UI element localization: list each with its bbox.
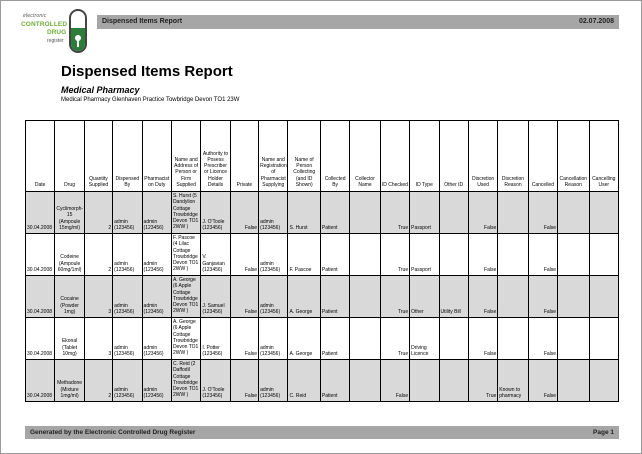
column-header: Other ID bbox=[439, 121, 468, 192]
table-cell: A. George bbox=[288, 276, 320, 318]
column-header: ID Checked bbox=[380, 121, 409, 192]
report-title: Dispensed Items Report bbox=[61, 63, 233, 80]
table-cell: Passport bbox=[410, 234, 439, 276]
table-cell: J. O'Toole (123456) bbox=[201, 192, 230, 234]
table-cell bbox=[439, 192, 468, 234]
table-cell: J. Samuel (123456) bbox=[201, 276, 230, 318]
pill-keyhole-icon bbox=[69, 9, 87, 53]
table-cell: 30.04.2008 bbox=[26, 318, 55, 360]
pharmacy-name: Medical Pharmacy bbox=[61, 85, 140, 95]
table-cell: admin (123456) bbox=[142, 360, 171, 402]
column-header: Date bbox=[26, 121, 55, 192]
table-cell: I. Potter (123456) bbox=[201, 318, 230, 360]
table-cell: Driving Licence bbox=[410, 318, 439, 360]
column-header: Name of Person Collecting (and ID Shown) bbox=[288, 121, 320, 192]
logo-text-register: register bbox=[47, 38, 64, 44]
table-cell: False bbox=[528, 276, 557, 318]
table-cell bbox=[558, 276, 589, 318]
table-cell: admin (123456) bbox=[142, 318, 171, 360]
table-cell: A. George bbox=[288, 318, 320, 360]
table-cell: admin (123456) bbox=[113, 234, 142, 276]
table-cell bbox=[439, 234, 468, 276]
table-row bbox=[26, 234, 619, 276]
table-cell bbox=[350, 276, 380, 318]
header-bar-date: 02.07.2008 bbox=[578, 18, 614, 25]
table-cell bbox=[589, 234, 619, 276]
cdr-logo bbox=[19, 7, 89, 55]
table-cell: Cocaine (Powder 1mg) bbox=[55, 276, 84, 318]
table-cell: J. O'Toole (123456) bbox=[201, 360, 230, 402]
column-header: ID Type bbox=[410, 121, 439, 192]
table-cell: Other bbox=[410, 276, 439, 318]
table-cell: False bbox=[468, 234, 497, 276]
table-cell: 3 bbox=[84, 318, 112, 360]
table-row bbox=[26, 360, 619, 402]
column-header: Cancellation Reason bbox=[558, 121, 589, 192]
table-cell: False bbox=[230, 360, 258, 402]
table-cell: False bbox=[468, 276, 497, 318]
table-cell bbox=[558, 360, 589, 402]
table-cell: 30.04.2008 bbox=[26, 192, 55, 234]
table-cell: False bbox=[468, 318, 497, 360]
table-cell bbox=[498, 192, 528, 234]
table-cell: False bbox=[230, 234, 258, 276]
column-header: Discretion Used bbox=[468, 121, 497, 192]
header-bar-title: Dispensed Items Report bbox=[102, 18, 183, 25]
table-cell bbox=[498, 234, 528, 276]
footer-bar bbox=[25, 426, 619, 439]
table-cell bbox=[558, 192, 589, 234]
dispensed-items-table bbox=[25, 120, 619, 402]
table-cell bbox=[410, 360, 439, 402]
table-cell: Passport bbox=[410, 192, 439, 234]
table-cell bbox=[498, 318, 528, 360]
column-header: Authority to Posess Prescriber or Licence Holder Details bbox=[201, 121, 230, 192]
table-header-row bbox=[26, 121, 619, 192]
table-row bbox=[26, 318, 619, 360]
table-cell: Cyclimorph-15 (Ampoule 15mg/ml) bbox=[55, 192, 84, 234]
table-row bbox=[26, 276, 619, 318]
table-cell: 30.04.2008 bbox=[26, 276, 55, 318]
table-cell: C. Reid bbox=[288, 360, 320, 402]
table-cell: True bbox=[468, 360, 497, 402]
table-cell: admin (123456) bbox=[142, 192, 171, 234]
table-cell: admin (123456) bbox=[142, 234, 171, 276]
column-header: Collected By bbox=[320, 121, 349, 192]
column-header: Dispensed By bbox=[113, 121, 142, 192]
logo-text-controlled: CONTROLLED bbox=[21, 21, 68, 28]
table-cell: False bbox=[230, 192, 258, 234]
table-cell bbox=[589, 276, 619, 318]
table-cell: admin (123456) bbox=[259, 360, 288, 402]
table-cell bbox=[350, 360, 380, 402]
table-cell: admin (123456) bbox=[259, 234, 288, 276]
table-cell: False bbox=[528, 234, 557, 276]
table-cell: True bbox=[380, 276, 409, 318]
column-header: Discretion Reason bbox=[498, 121, 528, 192]
table-cell: Patient bbox=[320, 234, 349, 276]
table-cell: Codeine (Ampoule 60mg/1ml) bbox=[55, 234, 84, 276]
table-cell: A. George (6 Apple Cottage Trowbridge Devon TO1 2WW ) bbox=[171, 276, 200, 318]
table-cell: admin (123456) bbox=[259, 192, 288, 234]
table-cell: True bbox=[380, 192, 409, 234]
footer-page-number: Page 1 bbox=[593, 429, 614, 436]
table-cell: False bbox=[230, 318, 258, 360]
table-cell: 30.04.2008 bbox=[26, 234, 55, 276]
table-cell: admin (123456) bbox=[113, 192, 142, 234]
table-cell: 2 bbox=[84, 360, 112, 402]
table-cell: admin (123456) bbox=[113, 276, 142, 318]
table-row bbox=[26, 192, 619, 234]
table-cell: Patient bbox=[320, 192, 349, 234]
table-cell: False bbox=[528, 192, 557, 234]
table-cell: V. Ganjavian (123456) bbox=[201, 234, 230, 276]
table-cell: True bbox=[380, 234, 409, 276]
table-cell bbox=[439, 318, 468, 360]
table-cell bbox=[589, 318, 619, 360]
column-header: Name and Registration of Pharmacist Supplying bbox=[259, 121, 288, 192]
table-cell: Utility Bill bbox=[439, 276, 468, 318]
table-cell: False bbox=[528, 318, 557, 360]
table-cell: 2 bbox=[84, 234, 112, 276]
table-cell: Patient bbox=[320, 360, 349, 402]
table-cell bbox=[350, 192, 380, 234]
table-cell: F. Pascoe bbox=[288, 234, 320, 276]
table-cell: admin (123456) bbox=[259, 318, 288, 360]
table-cell: F. Pascoe (4 Lilac Cottage Trowbridge Devon TO1 2WW ) bbox=[171, 234, 200, 276]
table-cell: Patient bbox=[320, 318, 349, 360]
table-cell: 3 bbox=[84, 276, 112, 318]
table-cell bbox=[498, 276, 528, 318]
table-cell bbox=[439, 360, 468, 402]
table-cell: admin (123456) bbox=[142, 276, 171, 318]
table-cell: False bbox=[528, 360, 557, 402]
table-cell: admin (123456) bbox=[113, 318, 142, 360]
column-header: Cancelled bbox=[528, 121, 557, 192]
table-body bbox=[26, 192, 619, 402]
footer-generated-text: Generated by the Electronic Controlled Drug Register bbox=[30, 429, 196, 436]
pharmacy-address: Medical Pharmacy Glenhaven Practice Towbridge Devon TO1 23W bbox=[61, 97, 240, 103]
table-cell: False bbox=[468, 192, 497, 234]
table-cell bbox=[558, 318, 589, 360]
column-header: Drug bbox=[55, 121, 84, 192]
table-cell: C. Reid (2 Daffodil Cottage Trowbridge Devon TO1 2WW ) bbox=[171, 360, 200, 402]
table-cell: Methadone (Mixture 1mg/ml) bbox=[55, 360, 84, 402]
table-cell bbox=[589, 360, 619, 402]
logo-text-electronic: electronic bbox=[23, 13, 47, 19]
column-header: Collector Name bbox=[350, 121, 380, 192]
column-header: Private bbox=[230, 121, 258, 192]
column-header: Cancelling User bbox=[589, 121, 619, 192]
table-cell bbox=[350, 318, 380, 360]
table-cell bbox=[589, 192, 619, 234]
table-cell: 2 bbox=[84, 192, 112, 234]
table-cell: 30.04.2008 bbox=[26, 360, 55, 402]
table-cell: admin (123456) bbox=[113, 360, 142, 402]
column-header: Name and Address of Person or Firm Supplied bbox=[171, 121, 200, 192]
table-cell: Patient bbox=[320, 276, 349, 318]
table-cell bbox=[350, 234, 380, 276]
table-cell: S. Hurst bbox=[288, 192, 320, 234]
table-cell: False bbox=[380, 360, 409, 402]
table-cell: Ekonal (Tablet 10mg) bbox=[55, 318, 84, 360]
table-cell: admin (123456) bbox=[259, 276, 288, 318]
table-cell: A. George (6 Apple Cottage Trowbridge Devon TO1 2WW ) bbox=[171, 318, 200, 360]
table-cell bbox=[558, 234, 589, 276]
logo-text-drug: DRUG bbox=[47, 29, 67, 36]
column-header: Quantity Supplied bbox=[84, 121, 112, 192]
table-cell: False bbox=[230, 276, 258, 318]
header-bar bbox=[97, 15, 619, 29]
column-header: Pharmacist on Duty bbox=[142, 121, 171, 192]
table-cell: S. Hurst (5 Dandylion Cottage Trowbridge Devon TO1 2WW ) bbox=[171, 192, 200, 234]
table-cell: True bbox=[380, 318, 409, 360]
table-cell: Known to pharmacy bbox=[498, 360, 528, 402]
